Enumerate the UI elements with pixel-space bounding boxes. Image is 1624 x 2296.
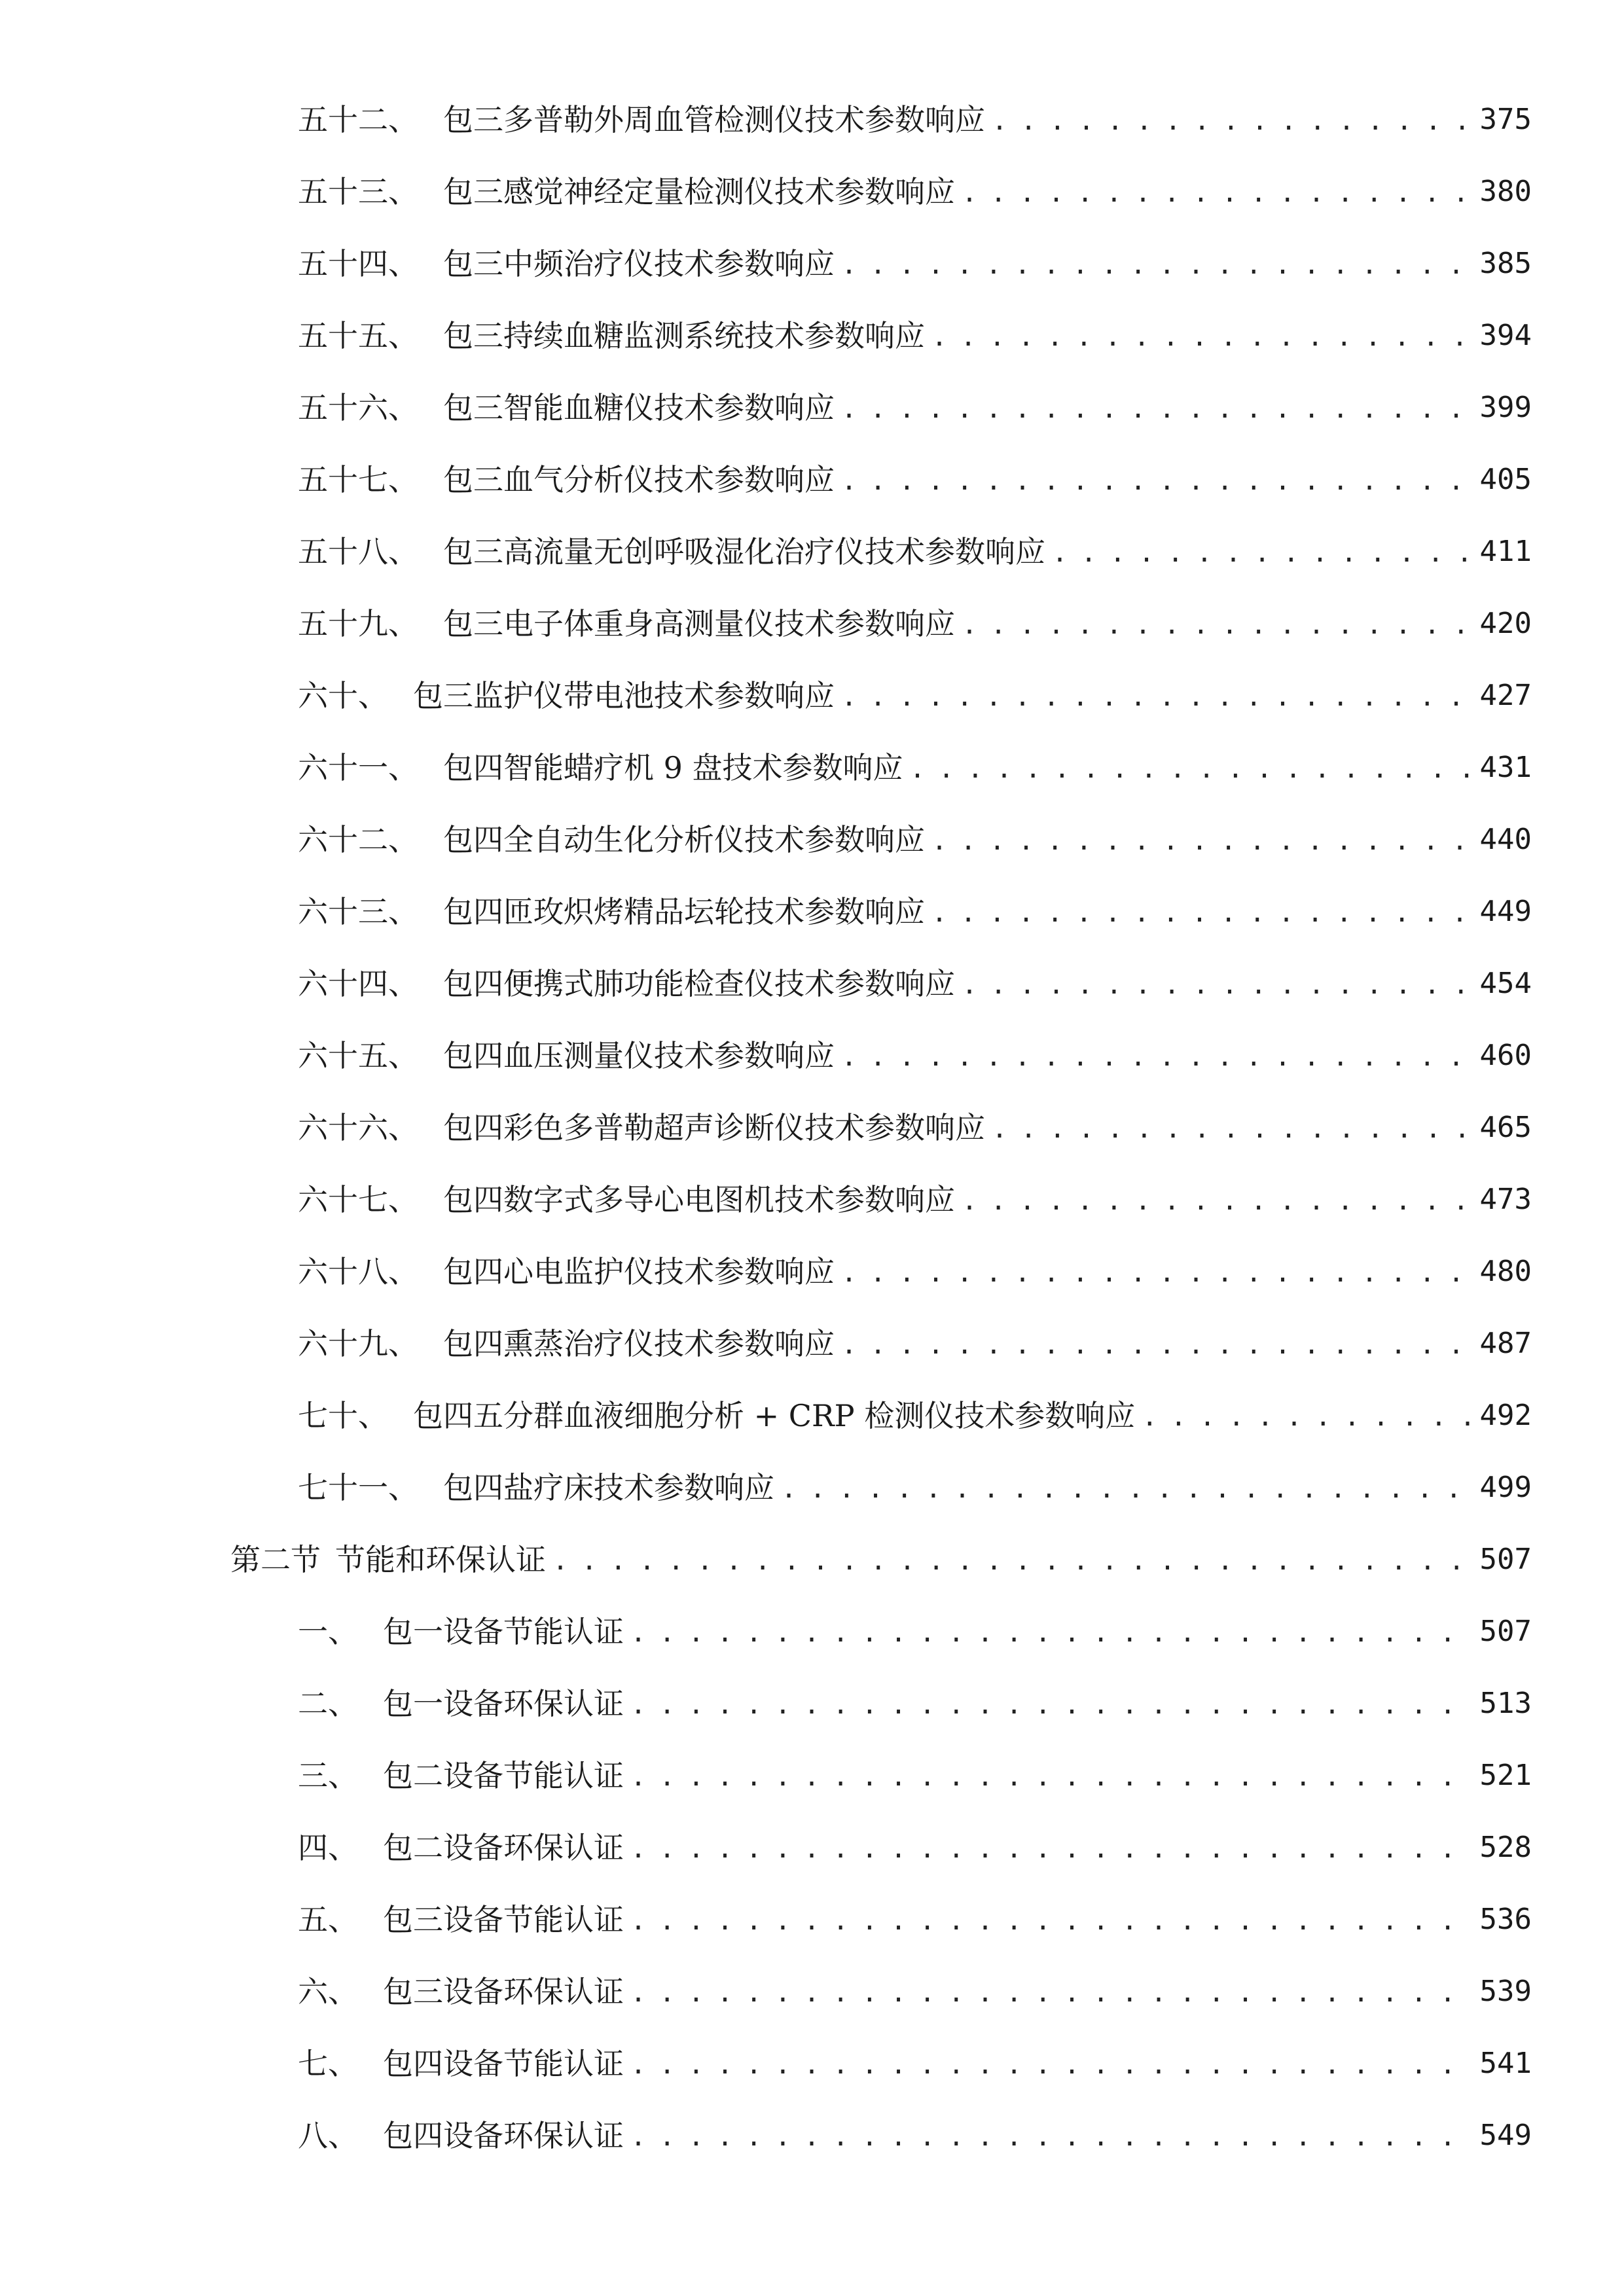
toc-entry-title: 包四血压测量仪技术参数响应 [443,1038,835,1073]
toc-entry[interactable] [298,1390,1532,1442]
toc-entry-page: 492 [1479,1399,1532,1432]
toc-entry[interactable] [298,1318,1532,1370]
toc-entry-number: 五十三、 [298,174,418,209]
toc-entry-number: 四、 [298,1830,358,1865]
dot-leader [781,1462,1471,1514]
toc-section-title: 节能和环保认证 [335,1542,546,1577]
toc-entry-title: 包一设备节能认证 [383,1614,624,1649]
toc-entry-page: 541 [1479,2047,1532,2080]
dot-leader [992,94,1471,146]
toc-entry-title: 包三血气分析仪技术参数响应 [443,462,835,497]
toc-entry-page: 528 [1479,1831,1532,1864]
toc-entry[interactable] [298,598,1532,650]
dot-leader [841,382,1471,434]
toc-entry-title: 包三电子体重身高测量仪技术参数响应 [443,606,955,641]
toc-entry-number: 五十四、 [298,246,418,281]
toc-entry-number: 七、 [298,2046,358,2081]
toc-entry-title: 包四便携式肺功能检查仪技术参数响应 [443,966,955,1001]
toc-entry-number: 六十九、 [298,1326,418,1361]
toc-entry[interactable] [298,1246,1532,1298]
toc-entry-page: 385 [1479,247,1532,280]
toc-entry-page: 411 [1479,535,1532,568]
toc-entry-page: 499 [1479,1471,1532,1504]
toc-entry-page: 449 [1479,895,1532,928]
dot-leader [630,1677,1471,1730]
toc-entry[interactable] [298,166,1532,218]
dot-leader [841,1318,1471,1370]
dot-leader [992,1102,1471,1154]
dot-leader [552,1534,1471,1586]
dot-leader [931,886,1471,938]
toc-entry-page: 399 [1479,391,1532,424]
toc-entry[interactable] [298,814,1532,866]
toc-entry-title: 包三感觉神经定量检测仪技术参数响应 [443,174,955,209]
toc-section-number: 第二节 [230,1542,321,1577]
toc-entry-page: 513 [1479,1687,1532,1720]
dot-leader [1052,526,1471,578]
toc-entry-page: 539 [1479,1975,1532,2008]
toc-entry[interactable] [298,1749,1532,1802]
dot-leader [841,1246,1471,1298]
toc-entry-title: 包三设备环保认证 [383,1974,624,2009]
toc-entry-number: 八、 [298,2118,358,2153]
toc-entry-number: 一、 [298,1614,358,1649]
toc-entry-page: 420 [1479,607,1532,640]
toc-entry[interactable] [298,1821,1532,1874]
dot-leader [841,238,1471,290]
toc-section-entry[interactable] [230,1534,1532,1586]
toc-entry-page: 480 [1479,1255,1532,1288]
toc-entry-title: 包三高流量无创呼吸湿化治疗仪技术参数响应 [443,534,1045,569]
toc-entry-number: 六十一、 [298,750,418,785]
toc-entry-page: 549 [1479,2119,1532,2152]
toc-entry-page: 380 [1479,175,1532,208]
dot-leader [630,2037,1471,2090]
toc-entry-title: 包四熏蒸治疗仪技术参数响应 [443,1326,835,1361]
toc-entry-title: 包四彩色多普勒超声诊断仪技术参数响应 [443,1110,985,1145]
toc-entry-page: 405 [1479,463,1532,496]
toc-entry-number: 六十六、 [298,1110,418,1145]
toc-entry[interactable] [298,1174,1532,1226]
toc-entry[interactable] [298,2037,1532,2090]
toc-entry-title: 包四设备环保认证 [383,2118,624,2153]
dot-leader [962,1174,1471,1226]
dot-leader [962,958,1471,1010]
toc-entry[interactable] [298,2109,1532,2162]
toc-entry-number: 五、 [298,1902,358,1937]
toc-entry-number: 六十四、 [298,966,418,1001]
toc-entry[interactable] [298,742,1532,794]
toc-entry-page: 536 [1479,1903,1532,1936]
toc-entry-title: 包四设备节能认证 [383,2046,624,2081]
toc-entry-page: 507 [1479,1615,1532,1648]
toc-entry-page: 440 [1479,823,1532,856]
dot-leader [931,814,1471,866]
toc-entry-page: 394 [1479,319,1532,352]
toc-entry-number: 六十三、 [298,894,418,929]
toc-entry[interactable] [298,1462,1532,1514]
toc-entry-page: 427 [1479,679,1532,712]
dot-leader [910,742,1471,794]
toc-entry-number: 二、 [298,1686,358,1721]
toc-entry-title: 包二设备环保认证 [383,1830,624,1865]
toc-entry-title: 包三智能血糖仪技术参数响应 [443,390,835,425]
toc-entry[interactable] [298,958,1532,1010]
dot-leader [841,670,1471,722]
toc-entry-number: 五十八、 [298,534,418,569]
dot-leader [841,454,1471,506]
toc-entry-page: 454 [1479,967,1532,1000]
toc-entry-number: 七十、 [298,1398,388,1433]
toc-entry[interactable] [298,310,1532,362]
toc-entry[interactable] [298,1893,1532,1946]
toc-entry-number: 六十二、 [298,822,418,857]
toc-entry-page: 375 [1479,103,1532,136]
toc-entry-title: 包三中频治疗仪技术参数响应 [443,246,835,281]
toc-entry-page: 465 [1479,1111,1532,1144]
toc-entry-number: 五十五、 [298,318,418,353]
dot-leader [630,1821,1471,1874]
toc-entry[interactable] [298,1677,1532,1730]
toc-entry-title: 包二设备节能认证 [383,1758,624,1793]
toc-entry-page: 473 [1479,1183,1532,1216]
toc-entry-title: 包三多普勒外周血管检测仪技术参数响应 [443,102,985,137]
toc-entry[interactable] [298,382,1532,434]
toc-entry-number: 五十六、 [298,390,418,425]
dot-leader [931,310,1471,362]
toc-entry-number: 六、 [298,1974,358,2009]
toc-entry-title: 包四全自动生化分析仪技术参数响应 [443,822,925,857]
toc-entry[interactable] [298,1030,1532,1082]
toc-entry-title: 包四数字式多导心电图机技术参数响应 [443,1182,955,1217]
dot-leader [630,1749,1471,1802]
toc-entry-number: 六十八、 [298,1254,418,1289]
dot-leader [962,166,1471,218]
toc-entry-page: 487 [1479,1327,1532,1360]
toc-entry[interactable] [298,454,1532,506]
toc-entry[interactable] [298,526,1532,578]
toc-entry-title: 包三持续血糖监测系统技术参数响应 [443,318,925,353]
dot-leader [630,2109,1471,2162]
toc-entry-title: 包一设备环保认证 [383,1686,624,1721]
dot-leader [841,1030,1471,1082]
toc-entry-page: 460 [1479,1039,1532,1072]
toc-entry-title: 包三设备节能认证 [383,1902,624,1937]
toc-entry[interactable] [298,94,1532,146]
toc-entry[interactable] [298,1965,1532,2018]
toc-entry-number: 六十五、 [298,1038,418,1073]
toc-entry-title: 包四心电监护仪技术参数响应 [443,1254,835,1289]
toc-entry-title: 包四五分群血液细胞分析 + CRP 检测仪技术参数响应 [413,1398,1136,1433]
toc-entry-title: 包四盐疗床技术参数响应 [443,1470,774,1505]
toc-entry-number: 六十七、 [298,1182,418,1217]
toc-entry[interactable] [298,238,1532,290]
toc-entry[interactable] [298,1605,1532,1658]
toc-entry[interactable] [298,670,1532,722]
toc-entry-number: 七十一、 [298,1470,418,1505]
toc-entry-page: 431 [1479,751,1532,784]
toc-entry-title: 包四智能蜡疗机 9 盘技术参数响应 [443,750,903,785]
toc-entry-number: 五十二、 [298,102,418,137]
toc-entry-title: 包四匝玫炽烤精品坛轮技术参数响应 [443,894,925,929]
toc-entry-number: 六十、 [298,678,388,713]
dot-leader [630,1965,1471,2018]
toc-entry[interactable] [298,886,1532,938]
toc-entry-page: 521 [1479,1759,1532,1792]
toc-entry-title: 包三监护仪带电池技术参数响应 [413,678,835,713]
dot-leader [630,1893,1471,1946]
toc-entry-page: 507 [1479,1543,1532,1576]
dot-leader [1142,1390,1470,1442]
dot-leader [962,598,1471,650]
toc-entry-number: 五十七、 [298,462,418,497]
toc-entry[interactable] [298,1102,1532,1154]
toc-entry-number: 五十九、 [298,606,418,641]
dot-leader [630,1605,1471,1658]
toc-entry-number: 三、 [298,1758,358,1793]
